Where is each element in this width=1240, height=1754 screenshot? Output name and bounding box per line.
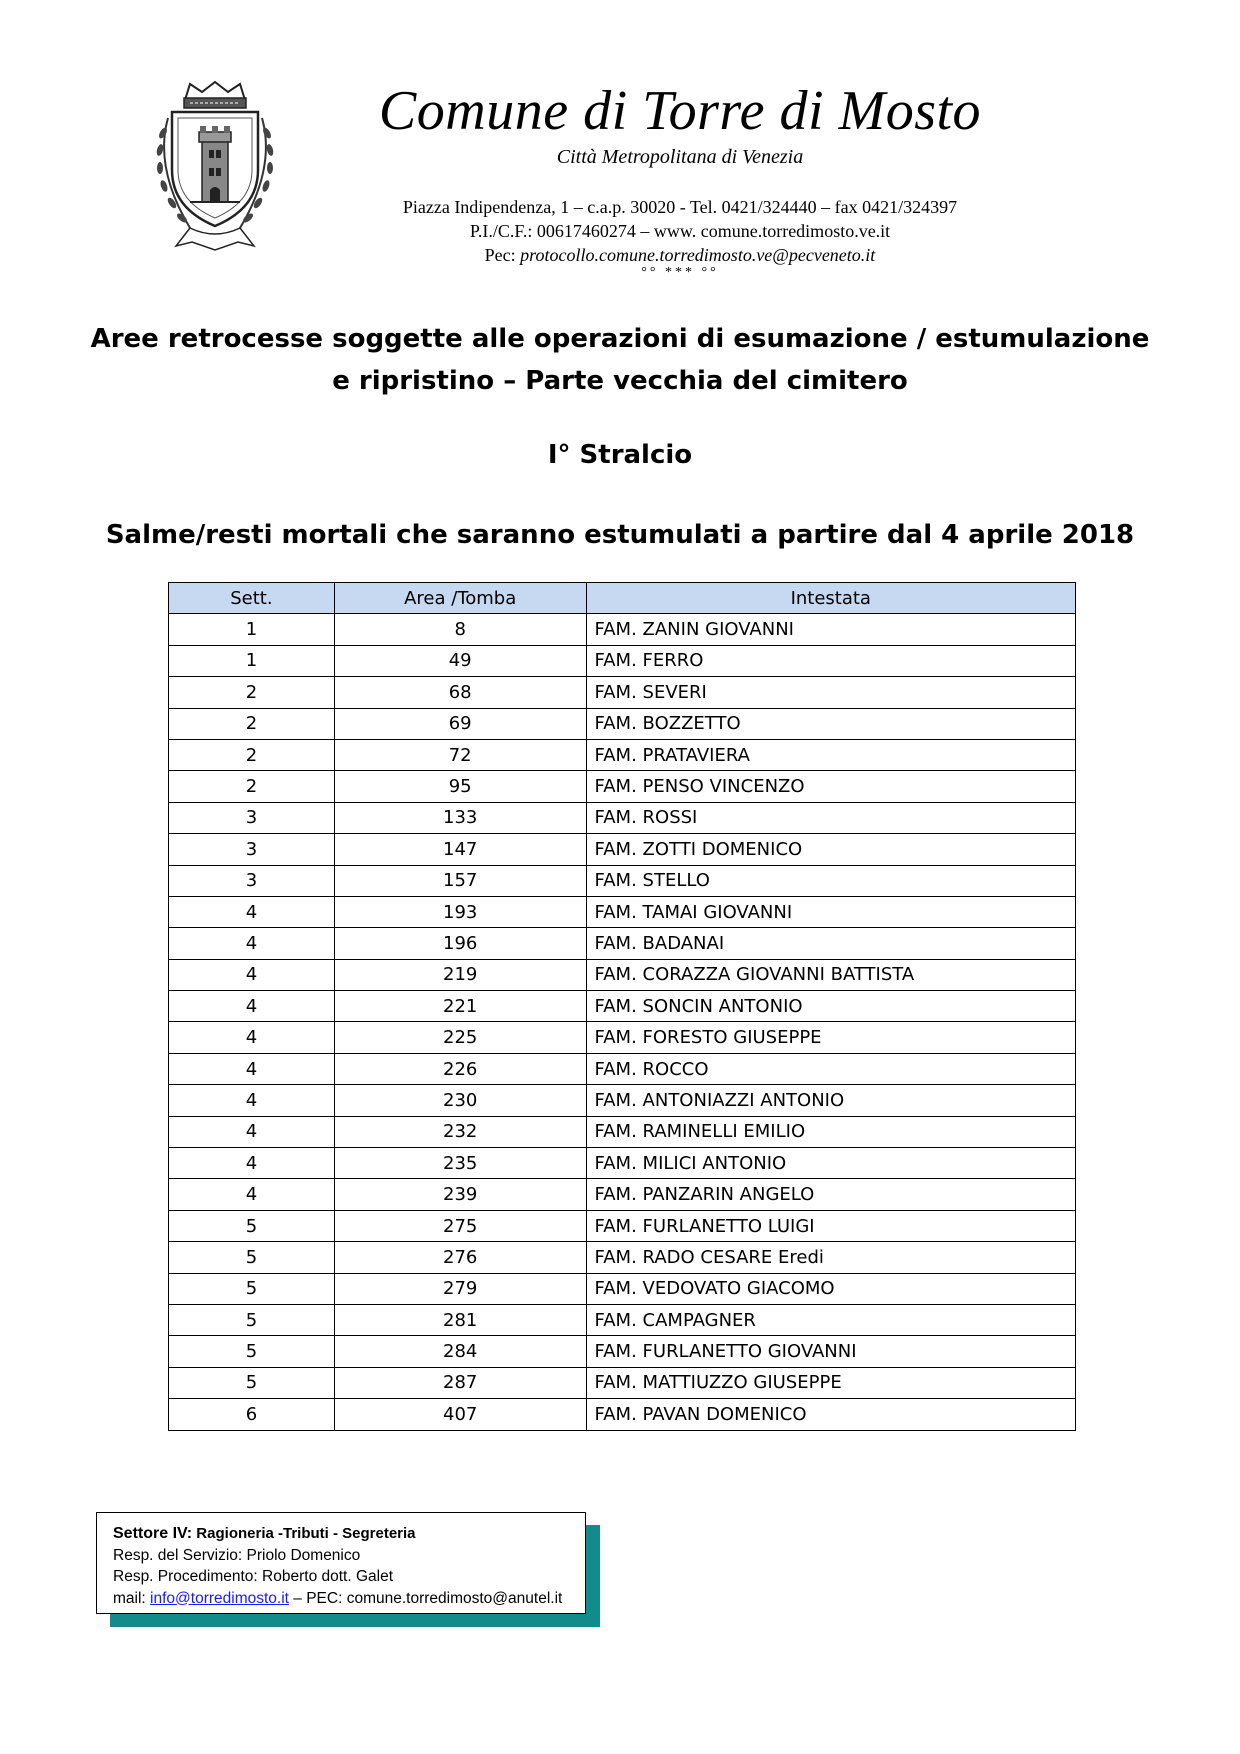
cell-sett: 1: [169, 614, 335, 645]
cell-sett: 4: [169, 1148, 335, 1179]
cell-sett: 3: [169, 865, 335, 896]
municipality-address: Piazza Indipendenza, 1 – c.a.p. 30020 - Tel. 0421/324440 – fax 0421/324397: [402, 197, 958, 217]
cell-area-tomba: 287: [334, 1367, 586, 1398]
footer-resp-servizio: Resp. del Servizio: Priolo Domenico: [113, 1546, 361, 1564]
table-row: [169, 928, 1076, 959]
cell-intestata: FAM. RADO CESARE Eredi: [586, 1242, 1075, 1273]
municipality-pec: [300, 243, 1060, 267]
municipality-vat: P.I./C.F.: 00617460274 – www. comune.torredimosto.ve.it: [469, 221, 891, 241]
cell-area-tomba: 407: [334, 1399, 586, 1430]
cell-area-tomba: 68: [334, 677, 586, 708]
cell-intestata: FAM. STELLO: [586, 865, 1075, 896]
table-row: [169, 645, 1076, 676]
coat-of-arms-icon: [150, 78, 280, 253]
cell-area-tomba: 147: [334, 834, 586, 865]
cell-area-tomba: 284: [334, 1336, 586, 1367]
table-row: [169, 991, 1076, 1022]
municipality-title: Comune di Torre di Mosto: [378, 80, 982, 142]
cell-intestata: FAM. FERRO: [586, 645, 1075, 676]
cell-sett: 4: [169, 1022, 335, 1053]
cell-sett: 3: [169, 802, 335, 833]
footer-resp-procedimento: Resp. Procedimento: Roberto dott. Galet: [113, 1568, 394, 1585]
cell-area-tomba: 133: [334, 802, 586, 833]
table-row: [169, 1053, 1076, 1084]
cell-intestata: FAM. ROSSI: [586, 802, 1075, 833]
cell-sett: 1: [169, 645, 335, 676]
table-row: [169, 1304, 1076, 1335]
cell-area-tomba: 275: [334, 1210, 586, 1241]
table-row: [169, 1179, 1076, 1210]
cell-area-tomba: 239: [334, 1179, 586, 1210]
cell-intestata: FAM. PRATAVIERA: [586, 739, 1075, 770]
mail-label: mail:: [113, 1589, 151, 1607]
header-sett: Sett.: [169, 583, 335, 614]
cell-sett: 5: [169, 1336, 335, 1367]
cell-sett: 4: [169, 1116, 335, 1147]
table-row: [169, 1022, 1076, 1053]
table-row: [169, 959, 1076, 990]
cell-area-tomba: 8: [334, 614, 586, 645]
cell-intestata: FAM. VEDOVATO GIACOMO: [586, 1273, 1075, 1304]
table-row: [169, 1367, 1076, 1398]
cell-sett: 5: [169, 1304, 335, 1335]
footer-sector: [113, 1523, 571, 1545]
cell-intestata: FAM. FURLANETTO GIOVANNI: [586, 1336, 1075, 1367]
cell-intestata: FAM. ANTONIAZZI ANTONIO: [586, 1085, 1075, 1116]
table-row: [169, 865, 1076, 896]
cell-area-tomba: 232: [334, 1116, 586, 1147]
cell-intestata: FAM. FORESTO GIUSEPPE: [586, 1022, 1075, 1053]
cell-area-tomba: 49: [334, 645, 586, 676]
cell-intestata: FAM. CAMPAGNER: [586, 1304, 1075, 1335]
cell-intestata: FAM. SONCIN ANTONIO: [586, 991, 1075, 1022]
cell-area-tomba: 196: [334, 928, 586, 959]
footer-sector-name: Ragioneria -Tributi - Segreteria: [192, 1525, 416, 1542]
table-row: [169, 1242, 1076, 1273]
cell-intestata: FAM. SEVERI: [586, 677, 1075, 708]
table-row: [169, 739, 1076, 770]
cell-sett: 5: [169, 1210, 335, 1241]
table-row: [169, 802, 1076, 833]
table-row: [169, 834, 1076, 865]
table-row: [169, 1116, 1076, 1147]
cell-sett: 2: [169, 739, 335, 770]
table-row: [169, 708, 1076, 739]
cell-intestata: FAM. ZOTTI DOMENICO: [586, 834, 1075, 865]
table-row: [169, 1336, 1076, 1367]
stralcio-heading: I° Stralcio: [547, 440, 693, 470]
mail-link[interactable]: info@torredimosto.it: [150, 1589, 289, 1607]
cell-sett: 4: [169, 1053, 335, 1084]
cell-intestata: FAM. MILICI ANTONIO: [586, 1148, 1075, 1179]
header-area-tomba: Area /Tomba: [334, 583, 586, 614]
table-row: [169, 1273, 1076, 1304]
cell-sett: 2: [169, 677, 335, 708]
cell-sett: 6: [169, 1399, 335, 1430]
heading-line-1: Aree retrocesse soggette alle operazioni di esumazione / estumulazione: [90, 324, 1150, 354]
cell-area-tomba: 193: [334, 896, 586, 927]
cell-intestata: FAM. FURLANETTO LUIGI: [586, 1210, 1075, 1241]
cell-intestata: FAM. RAMINELLI EMILIO: [586, 1116, 1075, 1147]
cell-area-tomba: 281: [334, 1304, 586, 1335]
cell-sett: 4: [169, 1179, 335, 1210]
cell-intestata: FAM. ROCCO: [586, 1053, 1075, 1084]
cell-sett: 4: [169, 928, 335, 959]
cell-sett: 4: [169, 896, 335, 927]
table-subtitle: Salme/resti mortali che saranno estumulati a partire dal 4 aprile 2018: [105, 520, 1135, 550]
cell-intestata: FAM. MATTIUZZO GIUSEPPE: [586, 1367, 1075, 1398]
table-header-row: [169, 583, 1076, 614]
cell-intestata: FAM. PENSO VINCENZO: [586, 771, 1075, 802]
municipality-subtitle: Città Metropolitana di Venezia: [556, 146, 804, 168]
cell-area-tomba: 225: [334, 1022, 586, 1053]
document-heading: [80, 318, 1160, 402]
cell-area-tomba: 230: [334, 1085, 586, 1116]
table-row: [169, 614, 1076, 645]
cell-area-tomba: 157: [334, 865, 586, 896]
cell-area-tomba: 235: [334, 1148, 586, 1179]
cell-area-tomba: 221: [334, 991, 586, 1022]
cell-sett: 3: [169, 834, 335, 865]
cell-area-tomba: 226: [334, 1053, 586, 1084]
cell-intestata: FAM. ZANIN GIOVANNI: [586, 614, 1075, 645]
table-row: [169, 1210, 1076, 1241]
table-row: [169, 896, 1076, 927]
footer-sector-label: Settore IV:: [113, 1525, 193, 1542]
cell-sett: 2: [169, 708, 335, 739]
cell-area-tomba: 279: [334, 1273, 586, 1304]
cell-area-tomba: 72: [334, 739, 586, 770]
tombs-table: [168, 582, 1076, 1431]
pec-label: Pec:: [484, 245, 521, 265]
cell-intestata: FAM. PANZARIN ANGELO: [586, 1179, 1075, 1210]
cell-intestata: FAM. TAMAI GIOVANNI: [586, 896, 1075, 927]
table-row: [169, 677, 1076, 708]
table-row: [169, 1399, 1076, 1430]
pec-address: protocollo.comune.torredimosto.ve@pecveneto.it: [520, 245, 876, 265]
cell-area-tomba: 276: [334, 1242, 586, 1273]
letterhead-separator: °° *** °°: [641, 265, 719, 280]
cell-area-tomba: 219: [334, 959, 586, 990]
cell-intestata: FAM. BOZZETTO: [586, 708, 1075, 739]
cell-sett: 4: [169, 1085, 335, 1116]
heading-line-2: e ripristino – Parte vecchia del cimitero: [332, 366, 908, 396]
cell-intestata: FAM. BADANAI: [586, 928, 1075, 959]
cell-sett: 5: [169, 1367, 335, 1398]
table-row: [169, 771, 1076, 802]
cell-sett: 5: [169, 1273, 335, 1304]
cell-sett: 5: [169, 1242, 335, 1273]
table-row: [169, 1085, 1076, 1116]
cell-sett: 2: [169, 771, 335, 802]
footer-contacts: [113, 1588, 571, 1610]
cell-sett: 4: [169, 991, 335, 1022]
cell-area-tomba: 69: [334, 708, 586, 739]
cell-sett: 4: [169, 959, 335, 990]
cell-area-tomba: 95: [334, 771, 586, 802]
cell-intestata: FAM. CORAZZA GIOVANNI BATTISTA: [586, 959, 1075, 990]
table-row: [169, 1148, 1076, 1179]
header-intestata: Intestata: [586, 583, 1075, 614]
footer-pec: – PEC: comune.torredimosto@anutel.it: [288, 1589, 563, 1607]
footer-box: [96, 1512, 586, 1614]
cell-intestata: FAM. PAVAN DOMENICO: [586, 1399, 1075, 1430]
